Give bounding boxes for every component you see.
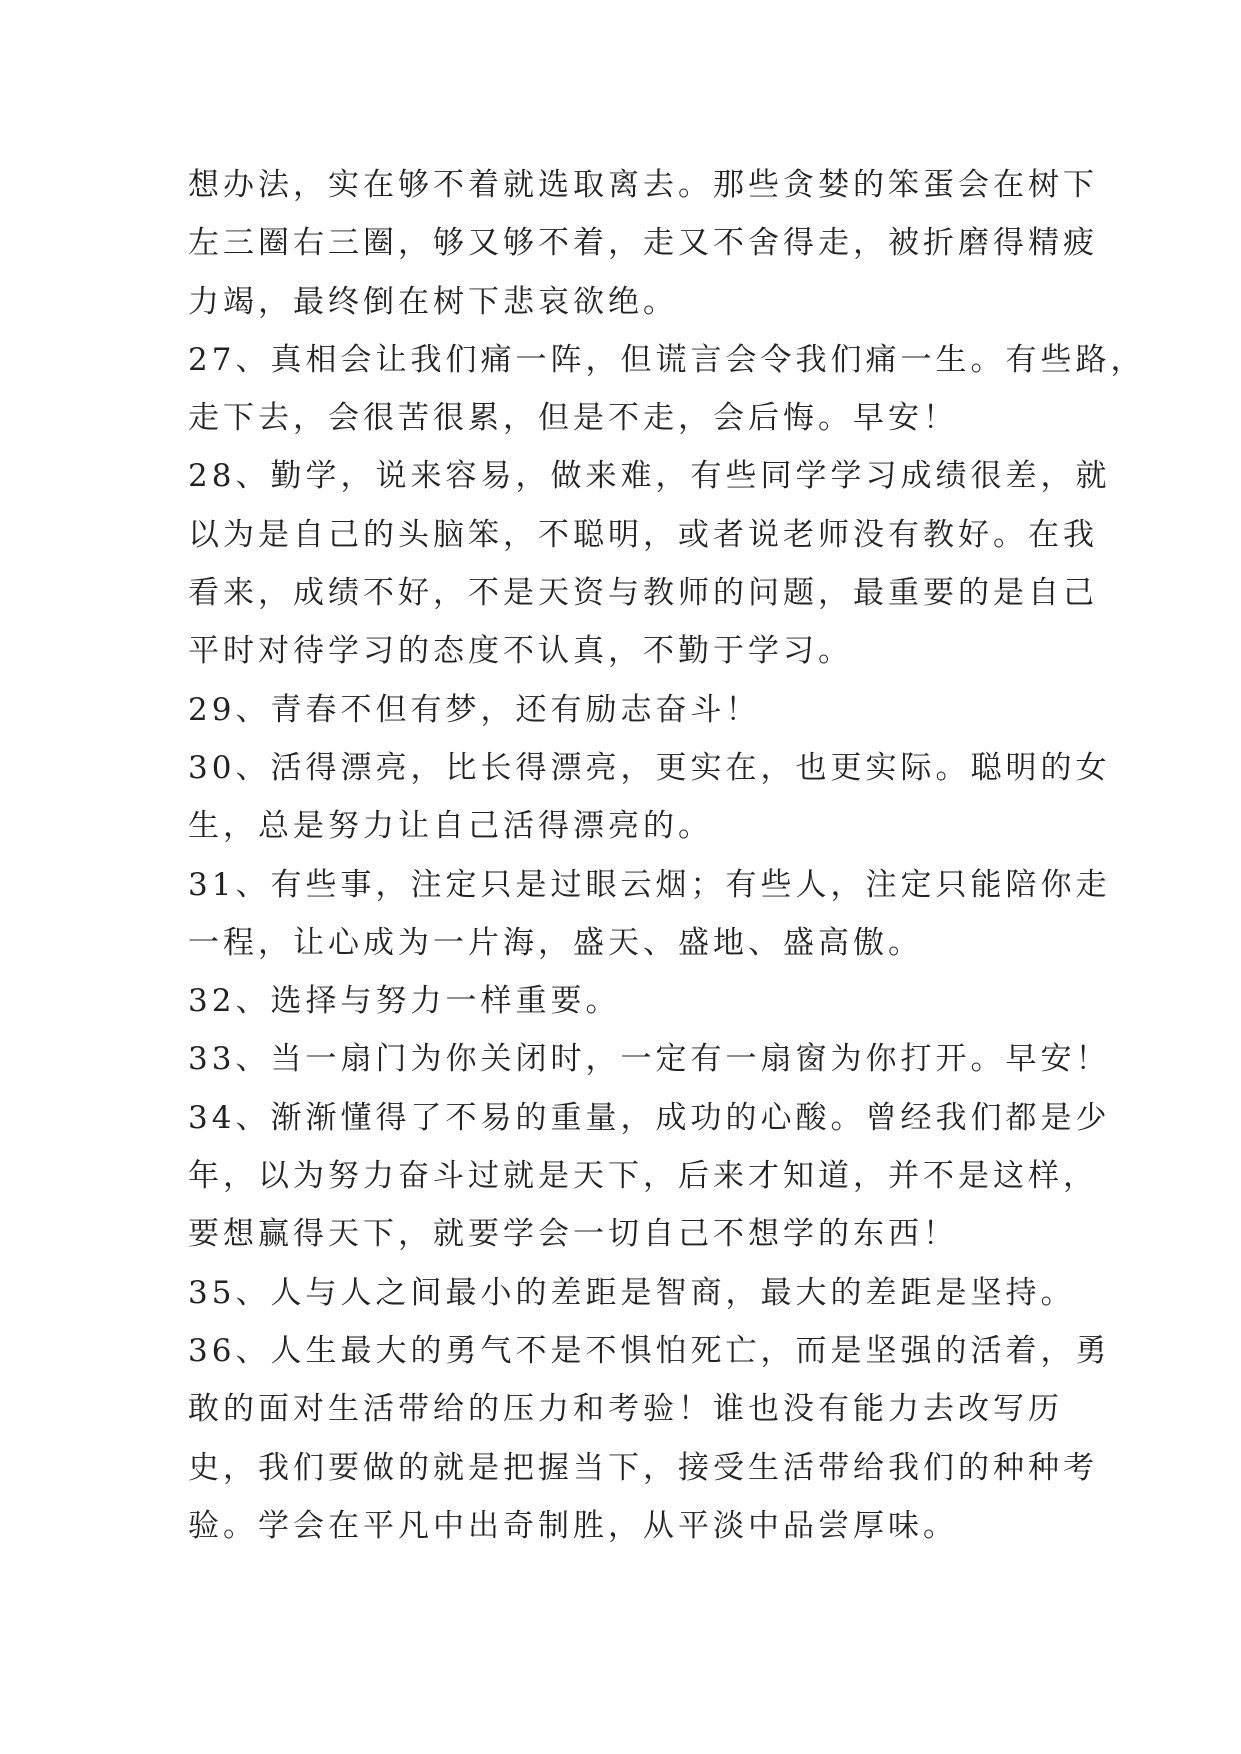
text-line: 力竭，最终倒在树下悲哀欲绝。 — [188, 283, 678, 320]
text-line: 想办法，实在够不着就选取离去。那些贪婪的笨蛋会在树下 — [188, 167, 1098, 203]
text-line: 验。学会在平凡中出奇制胜，从平淡中品尝厚味。 — [188, 1507, 958, 1544]
text-line: 35、人与人之间最小的差距是智商，最大的差距是坚持。 — [188, 1274, 1076, 1311]
text-line: 32、选择与努力一样重要。 — [188, 983, 621, 1020]
text-line: 29、青春不但有梦，还有励志奋斗！ — [188, 691, 761, 728]
text-line: 史，我们要做的就是把握当下，接受生活带给我们的种种考 — [188, 1449, 1098, 1486]
text-line: 34、渐渐懂得了不易的重量，成功的心酸。曾经我们都是少 — [188, 1099, 1111, 1136]
text-line: 年，以为努力奋斗过就是天下，后来才知道，并不是这样， — [188, 1158, 1098, 1195]
text-line: 31、有些事，注定只是过眼云烟；有些人，注定只能陪你走 — [188, 866, 1111, 903]
text-line: 要想赢得天下，就要学会一切自己不想学的东西！ — [188, 1216, 958, 1253]
text-line: 一程，让心成为一片海，盛天、盛地、盛高傲。 — [188, 924, 923, 961]
text-line: 生，总是努力让自己活得漂亮的。 — [188, 808, 713, 845]
text-line: 看来，成绩不好，不是天资与教师的问题，最重要的是自己 — [188, 575, 1098, 612]
text-line: 36、人生最大的勇气不是不惧怕死亡，而是坚强的活着，勇 — [188, 1332, 1111, 1369]
text-line: 左三圈右三圈，够又够不着，走又不舍得走，被折磨得精疲 — [188, 225, 1098, 262]
text-line: 平时对待学习的态度不认真，不勤于学习。 — [188, 633, 853, 670]
text-line: 敢的面对生活带给的压力和考验！谁也没有能力去改写历 — [188, 1391, 1063, 1428]
text-line: 33、当一扇门为你关闭时，一定有一扇窗为你打开。早安！ — [188, 1041, 1111, 1078]
text-line: 30、活得漂亮，比长得漂亮，更实在，也更实际。聪明的女 — [188, 749, 1111, 786]
text-line: 走下去，会很苦很累，但是不走，会后悔。早安！ — [188, 400, 958, 437]
body-text — [188, 156, 1146, 1555]
text-line: 28、勤学，说来容易，做来难，有些同学学习成绩很差，就 — [188, 458, 1111, 495]
text-line: 27、真相会让我们痛一阵，但谎言会令我们痛一生。有些路， — [188, 341, 1146, 378]
text-line: 以为是自己的头脑笨，不聪明，或者说老师没有教好。在我 — [188, 516, 1098, 553]
